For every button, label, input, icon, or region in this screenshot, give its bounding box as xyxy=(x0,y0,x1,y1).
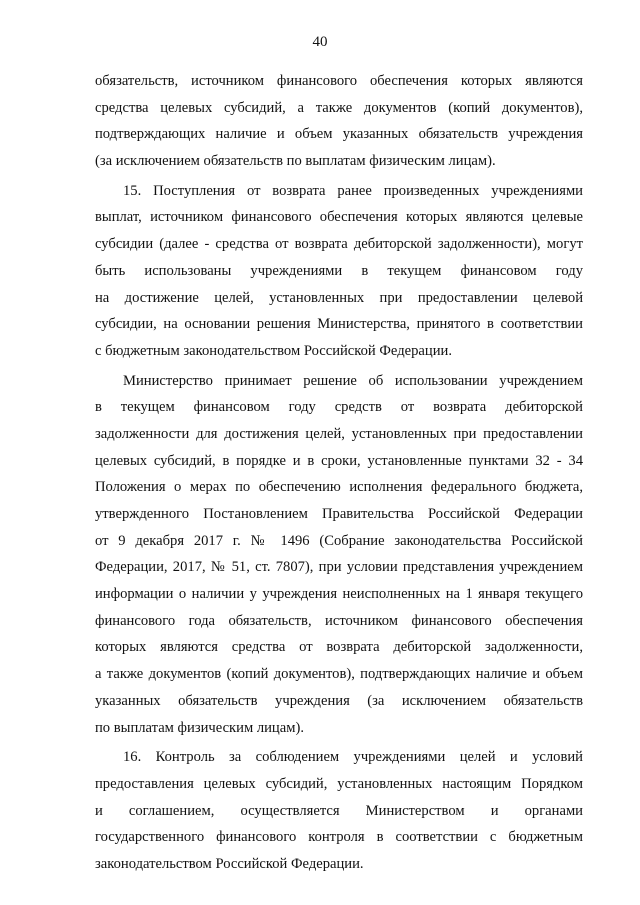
text-line: указанных обязательств учреждения (за исключением обязательств xyxy=(95,692,583,709)
text-line: а также документов (копий документов), подтверждающих наличие и объем xyxy=(95,666,583,683)
text-line: Положения о мерах по обеспечению исполнения федерального бюджета, xyxy=(95,479,583,496)
text-line: обязательств, источником финансового обеспечения которых являются xyxy=(95,73,583,89)
text-line: финансового года обязательств, источником финансового обеспечения xyxy=(95,612,583,629)
text-line: законодательством Российской Федерации. xyxy=(95,855,364,872)
text-line: Министерство принимает решение об использовании учреждением xyxy=(123,372,583,389)
text-line: 16. Контроль за соблюдением учреждениями целей и условий xyxy=(123,749,583,766)
paragraph-ministry-decision xyxy=(95,368,583,742)
text-line: утвержденного Постановлением Правительства Российской Федерации xyxy=(95,506,583,522)
text-line: с бюджетным законодательством Российской Федерации. xyxy=(95,342,452,359)
text-line: задолженности для достижения целей, установленных при предоставлении xyxy=(95,425,583,442)
text-line: средства целевых субсидий, а также документов (копий документов), xyxy=(95,99,583,116)
text-line: по выплатам физическим лицам). xyxy=(95,719,304,736)
text-line: от 9 декабря 2017 г. № 1496 (Собрание законодательства Российской xyxy=(95,532,583,549)
text-line: быть использованы учреждениями в текущем финансовом году xyxy=(95,262,583,279)
text-line: в текущем финансовом году средств от возврата дебиторской xyxy=(95,399,583,416)
text-line: которых являются средства от возврата дебиторской задолженности, xyxy=(95,639,583,656)
text-line: целевых субсидий, в порядке и в сроки, установленные пунктами 32 - 34 xyxy=(95,452,583,469)
text-line: предоставления целевых субсидий, установленных настоящим Порядком xyxy=(95,775,583,792)
text-line: (за исключением обязательств по выплатам физическим лицам). xyxy=(95,153,496,170)
text-line: Федерации, 2017, № 51, ст. 7807), при условии представления учреждением xyxy=(95,559,583,576)
text-line: подтверждающих наличие и объем указанных обязательств учреждения xyxy=(95,126,583,143)
text-line: субсидии, на основании решения Министерства, принятого в соответствии xyxy=(95,316,583,333)
text-line: субсидии (далее - средства от возврата дебиторской задолженности), могут xyxy=(95,236,583,253)
text-line: выплат, источником финансового обеспечения которых являются целевые xyxy=(95,209,583,226)
text-line: информации о наличии у учреждения неисполненных на 1 января текущего xyxy=(95,586,583,603)
text-line: на достижение целей, установленных при предоставлении целевой xyxy=(95,289,583,306)
page-number: 40 xyxy=(312,34,328,50)
paragraph-item-15 xyxy=(95,178,583,365)
paragraph-item-16 xyxy=(95,744,583,877)
document-body xyxy=(95,68,583,878)
text-line: и соглашением, осуществляется Министерством и органами xyxy=(95,802,583,819)
text-line: государственного финансового контроля в соответствии с бюджетным xyxy=(95,829,583,846)
paragraph-continuation xyxy=(95,68,583,175)
text-line: 15. Поступления от возврата ранее произведенных учреждениями xyxy=(123,182,583,199)
